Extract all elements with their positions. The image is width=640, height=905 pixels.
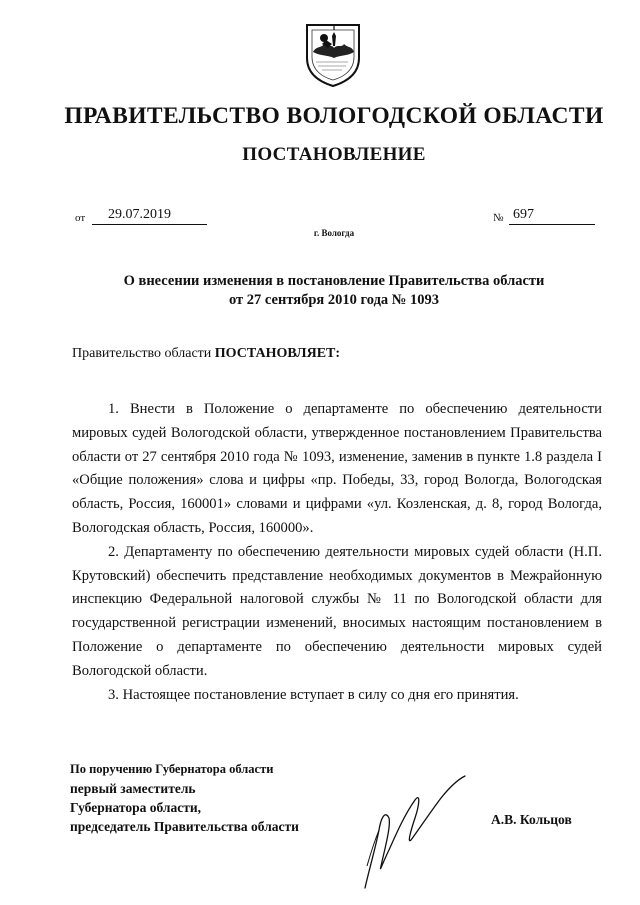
date-label: от (75, 212, 86, 224)
document-body (72, 398, 602, 707)
preamble (72, 346, 340, 362)
document-number: 697 (513, 207, 534, 222)
document-date: 29.07.2019 (108, 207, 171, 222)
signatory-line-3: Губернатора области, (70, 800, 201, 815)
document-subject (80, 272, 588, 310)
number-label: № (493, 212, 504, 224)
organization-title: ПРАВИТЕЛЬСТВО ВОЛОГОДСКОЙ ОБЛАСТИ (64, 103, 604, 129)
coat-of-arms-emblem (304, 22, 362, 88)
handwritten-signature (345, 770, 485, 895)
subject-line-2: от 27 сентября 2010 года № 1093 (229, 292, 439, 308)
signatory-line-1: По поручению Губернатора области (70, 762, 274, 776)
signatory-line-4: председатель Правительства области (70, 819, 299, 834)
preamble-text: Правительство области (72, 346, 215, 361)
signatory-title-block (70, 760, 299, 836)
paragraph-1: 1. Внести в Положение о департаменте по обеспечению деятельности мировых судей Вологодской области, утвержденное постановлением Правительства области от 27 сентября 2010 года № 1093, изменение, заменив в пункте 1.8 раздела I «Общие положения» слова и цифры «пр. Победы, 33, город Вологда, Вологодская область, Россия, 160001» словами и цифрами «ул. Козленская, д. 8, город Вологда, Вологодская область, Россия, 160000». (72, 401, 602, 536)
city-label: г. Вологда (313, 228, 355, 238)
paragraph-3: 3. Настоящее постановление вступает в силу со дня его принятия. (108, 686, 519, 703)
signatory-name: А.В. Кольцов (491, 812, 572, 827)
date-underline (92, 224, 207, 225)
preamble-emphasis: ПОСТАНОВЛЯЕТ: (214, 346, 341, 361)
number-underline (509, 224, 595, 225)
subject-line-1: О внесении изменения в постановление Правительства области (123, 273, 545, 289)
signatory-line-2: первый заместитель (70, 781, 196, 796)
paragraph-2: 2. Департаменту по обеспечению деятельности мировых судей области (Н.П. Крутовский) обеспечить представление необходимых документов в Межрайонную инспекцию Федеральной налоговой службы № 11 по Вологодской области для государственной регистрации изменений, вносимых настоящим постановлением в Положение о департаменте по обеспечению деятельности мировых судей Вологодской области. (72, 543, 602, 679)
document-type-title: ПОСТАНОВЛЕНИЕ (242, 144, 426, 165)
